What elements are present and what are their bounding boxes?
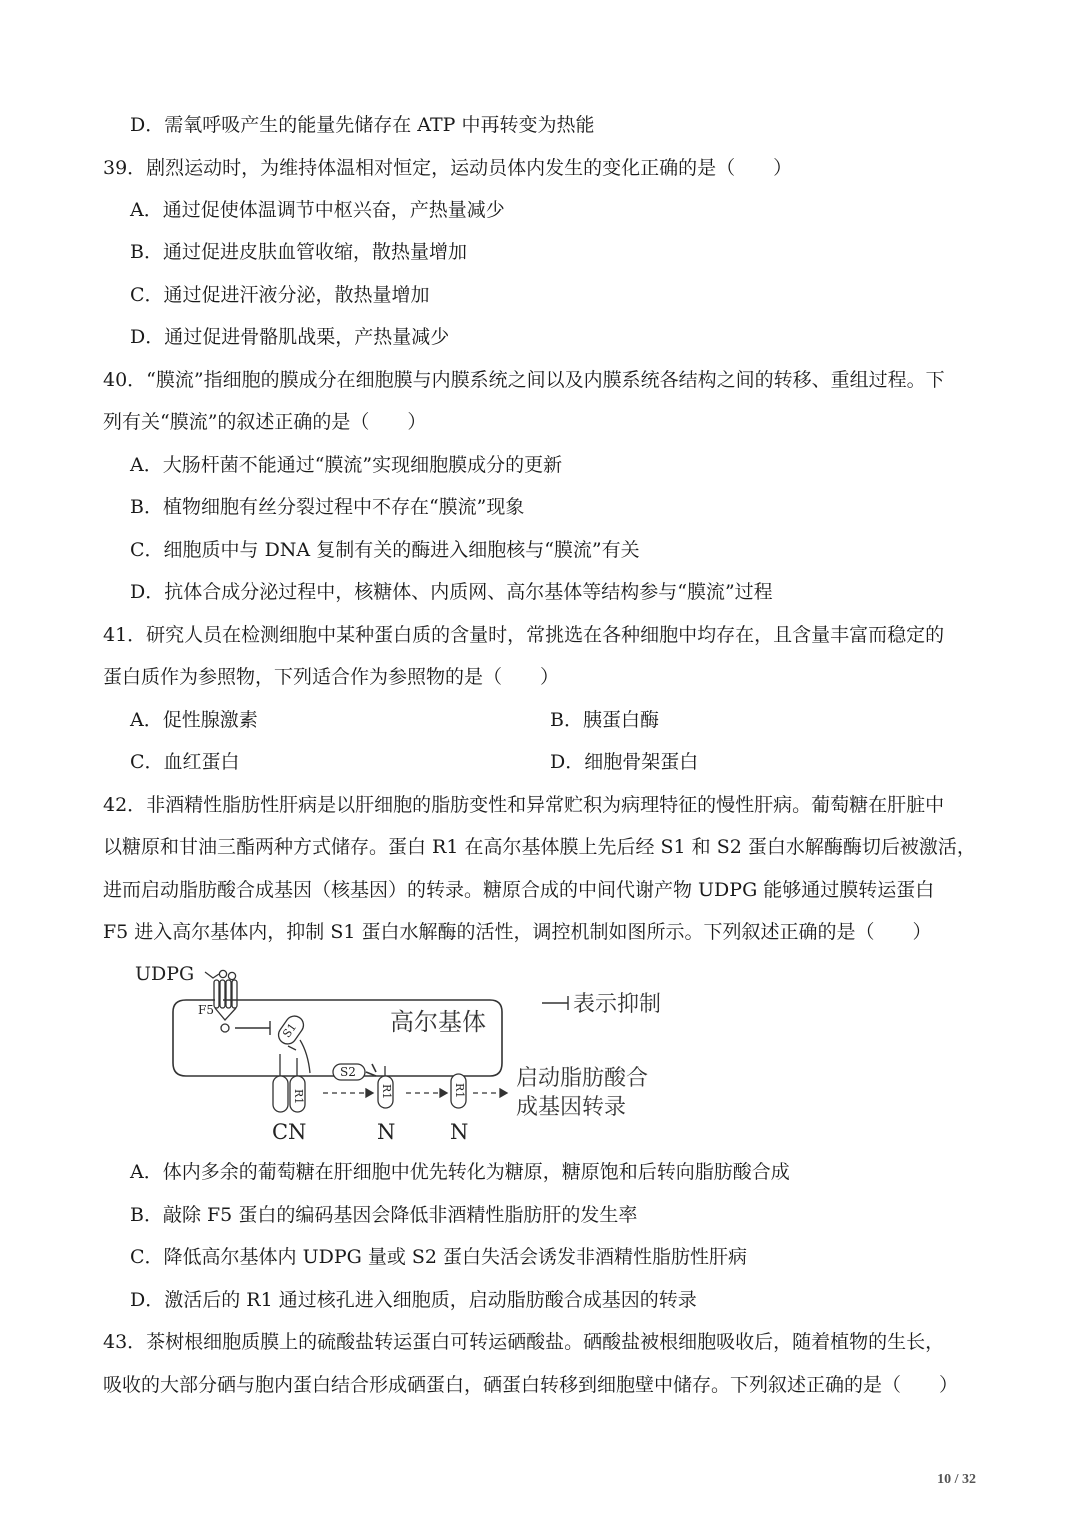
r1-label: R1 xyxy=(292,1089,305,1105)
n-terminal-label: N xyxy=(288,1120,307,1144)
q42-stem-line4: F5 进入高尔基体内，抑制 S1 蛋白水解酶的活性，调控机制如图所示。下列叙述正确的是（ ） xyxy=(103,921,932,943)
udpg-label: UDPG xyxy=(135,963,195,985)
result-text-line1: 启动脂肪酸合 xyxy=(516,1066,649,1091)
q38-option-d: D．需氧呼吸产生的能量先储存在 ATP 中再转变为热能 xyxy=(130,114,595,136)
legend-label: 表示抑制 xyxy=(573,992,662,1017)
r1-label-2: R1 xyxy=(380,1084,393,1100)
s1-label: S1 xyxy=(280,1020,300,1041)
udpg-molecule-icon xyxy=(205,970,236,979)
f5-transporter-icon xyxy=(214,980,237,1032)
q41-stem-line2: 蛋白质作为参照物，下列适合作为参照物的是（ ） xyxy=(103,666,560,688)
q39-option-d: D．通过促进骨骼肌战栗，产热量减少 xyxy=(130,326,450,348)
q39-stem: 39．剧烈运动时，为维持体温相对恒定，运动员体内发生的变化正确的是（ ） xyxy=(103,157,793,179)
q40-stem-line1: 40．“膜流”指细胞的膜成分在细胞膜与内膜系统之间以及内膜系统各结构之间的转移、重组过程。下 xyxy=(103,369,945,391)
q43-stem-line2: 吸收的大部分硒与胞内蛋白结合形成硒蛋白，硒蛋白转移到细胞壁中储存。下列叙述正确的是（ ） xyxy=(103,1374,959,1396)
r1-label-3: R1 xyxy=(453,1083,466,1099)
q42-stem-line2: 以糖原和甘油三酯两种方式储存。蛋白 R1 在高尔基体膜上先后经 S1 和 S2 蛋白水解酶酶切后被激活， xyxy=(103,836,976,858)
q41-option-d: D．细胞骨架蛋白 xyxy=(550,751,699,773)
f5-label: F5 xyxy=(198,1003,214,1017)
q40-option-a: A．大肠杆菌不能通过“膜流”实现细胞膜成分的更新 xyxy=(130,454,563,476)
q42-stem-line3: 进而启动脂肪酸合成基因（核基因）的转录。糖原合成的中间代谢产物 UDPG 能够通过膜转运蛋白 xyxy=(103,879,935,901)
q41-option-c: C．血红蛋白 xyxy=(130,751,240,773)
c-terminal-label: C xyxy=(272,1120,289,1144)
n-terminal-label-3: N xyxy=(450,1120,469,1144)
q42-option-c: C．降低高尔基体内 UDPG 量或 S2 蛋白失活会诱发非酒精性脂肪性肝病 xyxy=(130,1246,748,1268)
golgi-regulation-diagram xyxy=(128,958,688,1148)
n-terminal-label-2: N xyxy=(377,1120,396,1144)
golgi-label: 高尔基体 xyxy=(390,1008,486,1036)
q42-option-b: B．敲除 F5 蛋白的编码基因会降低非酒精性脂肪肝的发生率 xyxy=(130,1204,638,1226)
q39-option-c: C．通过促进汗液分泌，散热量增加 xyxy=(130,284,430,306)
page-number: 10 / 32 xyxy=(937,1472,976,1487)
q41-option-a: A．促性腺激素 xyxy=(130,709,258,731)
result-text-line2: 成基因转录 xyxy=(516,1095,627,1120)
q42-option-d: D．激活后的 R1 通过核孔进入细胞质，启动脂肪酸合成基因的转录 xyxy=(130,1289,697,1311)
q40-option-d: D．抗体合成分泌过程中，核糖体、内质网、高尔基体等结构参与“膜流”过程 xyxy=(130,581,773,603)
process-arrow-1 xyxy=(323,1089,373,1097)
q42-option-a: A．体内多余的葡萄糖在肝细胞中优先转化为糖原，糖原饱和后转向脂肪酸合成 xyxy=(130,1161,790,1183)
q42-stem-line1: 42．非酒精性脂肪性肝病是以肝细胞的脂肪变性和异常贮积为病理特征的慢性肝病。葡萄糖在肝脏中 xyxy=(103,794,945,816)
q39-option-b: B．通过促进皮肤血管收缩，散热量增加 xyxy=(130,241,467,263)
q39-option-a: A．通过促使体温调节中枢兴奋，产热量减少 xyxy=(130,199,505,221)
s2-label: S2 xyxy=(340,1065,356,1079)
process-arrow-3 xyxy=(473,1089,507,1097)
process-arrow-2 xyxy=(406,1089,447,1097)
q41-stem-line1: 41．研究人员在检测细胞中某种蛋白质的含量时，常挑选在各种细胞中均存在，且含量丰富而稳定的 xyxy=(103,624,945,646)
q40-option-b: B．植物细胞有丝分裂过程中不存在“膜流”现象 xyxy=(130,496,525,518)
q40-option-c: C．细胞质中与 DNA 复制有关的酶进入细胞核与“膜流”有关 xyxy=(130,539,640,561)
q41-option-b: B．胰蛋白酶 xyxy=(550,709,659,731)
inhibition-legend-icon xyxy=(542,996,568,1010)
s2-cut-mark xyxy=(366,1064,376,1076)
inhibition-arrow xyxy=(235,1021,270,1035)
q43-stem-line1: 43．茶树根细胞质膜上的硫酸盐转运蛋白可转运硒酸盐。硒酸盐被根细胞吸收后，随着植物的生长， xyxy=(103,1331,945,1353)
q40-stem-line2: 列有关“膜流”的叙述正确的是（ ） xyxy=(103,411,427,433)
